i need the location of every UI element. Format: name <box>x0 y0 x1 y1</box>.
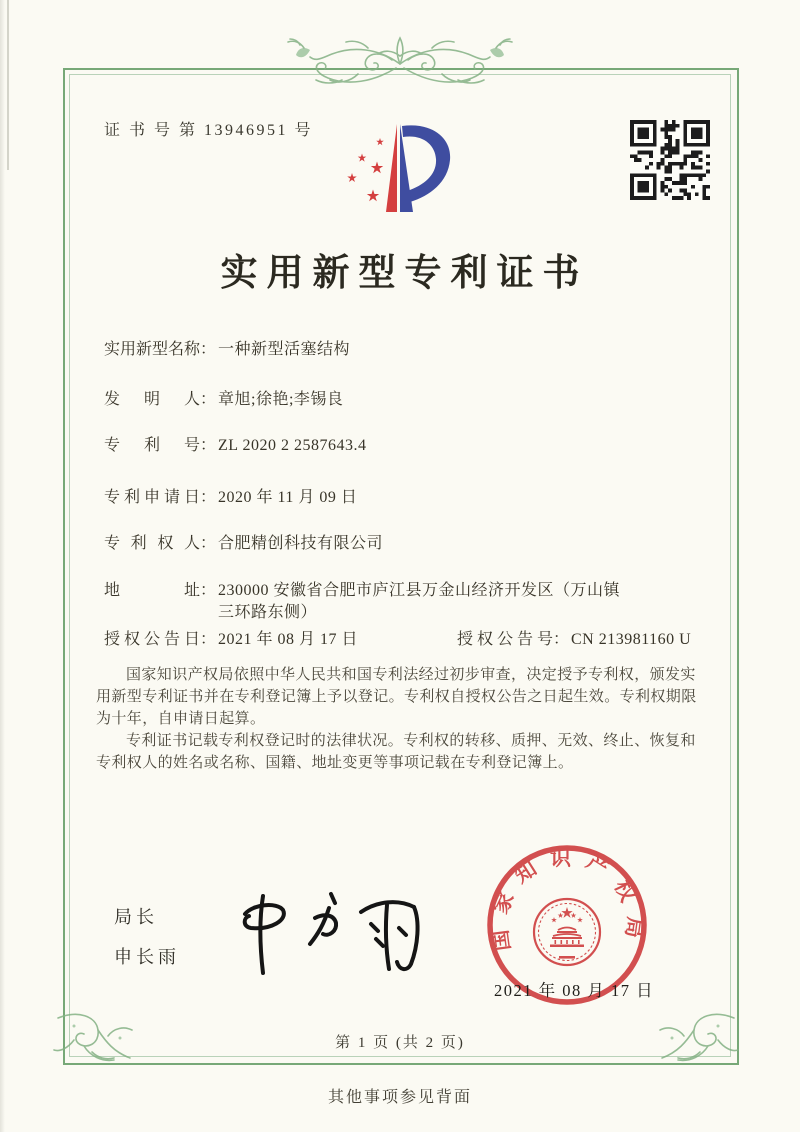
legal-paragraph-2: 专利证书记载专利权登记时的法律状况。专利权的转移、质押、无效、终止、恢复和专利权人的姓名或名称、国籍、地址变更等事项记载在专利登记簿上。 <box>96 733 696 771</box>
field-label: 发明人 <box>104 391 200 408</box>
grant-number-value: CN 213981160 U <box>571 631 692 648</box>
field-row-address <box>104 580 620 624</box>
field-row-grant <box>104 629 692 651</box>
legal-text-block <box>96 664 708 774</box>
grant-date-value: 2021 年 08 月 17 日 <box>218 631 359 648</box>
field-value: 一种新型活塞结构 <box>218 341 351 358</box>
field-label: 专利权人 <box>104 535 200 552</box>
national-emblem-icon <box>550 907 584 959</box>
field-value: 章旭;徐艳;李锡良 <box>218 391 344 408</box>
field-label: 专利申请日 <box>104 489 200 506</box>
field-colon: ： <box>553 631 570 648</box>
field-value: ZL 2020 2 2587643.4 <box>218 437 367 454</box>
field-colon: ： <box>200 391 217 408</box>
field-label: 地址 <box>104 582 200 599</box>
field-label: 授权公告日 <box>104 631 200 648</box>
field-row-patentee <box>104 533 383 555</box>
seal-date: 2021 年 08 月 17 日 <box>494 981 655 1000</box>
field-colon: ： <box>200 631 217 648</box>
page-indicator: 第 1 页 (共 2 页) <box>335 1035 465 1051</box>
scan-edge-shadow <box>0 0 5 1132</box>
field-label: 实用新型名称 <box>104 341 201 358</box>
scan-artifact-line <box>7 0 9 170</box>
cnipa-logo-icon <box>340 112 460 220</box>
field-label: 授权公告号 <box>457 631 553 648</box>
grant-number-pair <box>457 629 691 651</box>
qr-code <box>630 120 710 200</box>
field-value: 2020 年 11 月 09 日 <box>218 489 358 506</box>
field-colon: ： <box>200 582 217 599</box>
back-note: 其他事项参见背面 <box>327 1089 472 1106</box>
field-colon: ： <box>200 437 217 454</box>
handwritten-signature-icon <box>233 876 428 981</box>
field-row-inventors <box>104 389 343 411</box>
field-value: 合肥精创科技有限公司 <box>218 535 384 552</box>
legal-paragraph-1: 国家知识产权局依照中华人民共和国专利法经过初步审查，决定授予专利权，颁发实用新型专利证书并在专利登记簿上予以登记。专利权自授权公告之日起生效。专利权期限为十年，自申请日起算。 <box>96 667 697 727</box>
field-colon: ： <box>200 341 217 358</box>
certificate-number: 证 书 号 第 13946951 号 <box>104 122 314 139</box>
field-row-utility-model-name <box>104 339 350 361</box>
field-row-filing-date <box>104 487 357 509</box>
seal-agency-text: 国家知识产权局 <box>486 846 648 953</box>
field-value: 230000 安徽省合肥市庐江县万金山经济开发区（万山镇三环路东侧） <box>218 582 621 621</box>
field-colon: ： <box>200 489 217 506</box>
field-label: 专利号 <box>104 437 200 454</box>
signer-name-label: 申长雨 <box>114 947 180 967</box>
field-row-patent-number <box>104 435 366 457</box>
certificate-title: 实用新型专利证书 <box>220 253 589 294</box>
field-colon: ： <box>200 535 217 552</box>
signer-position-label: 局长 <box>114 907 158 927</box>
